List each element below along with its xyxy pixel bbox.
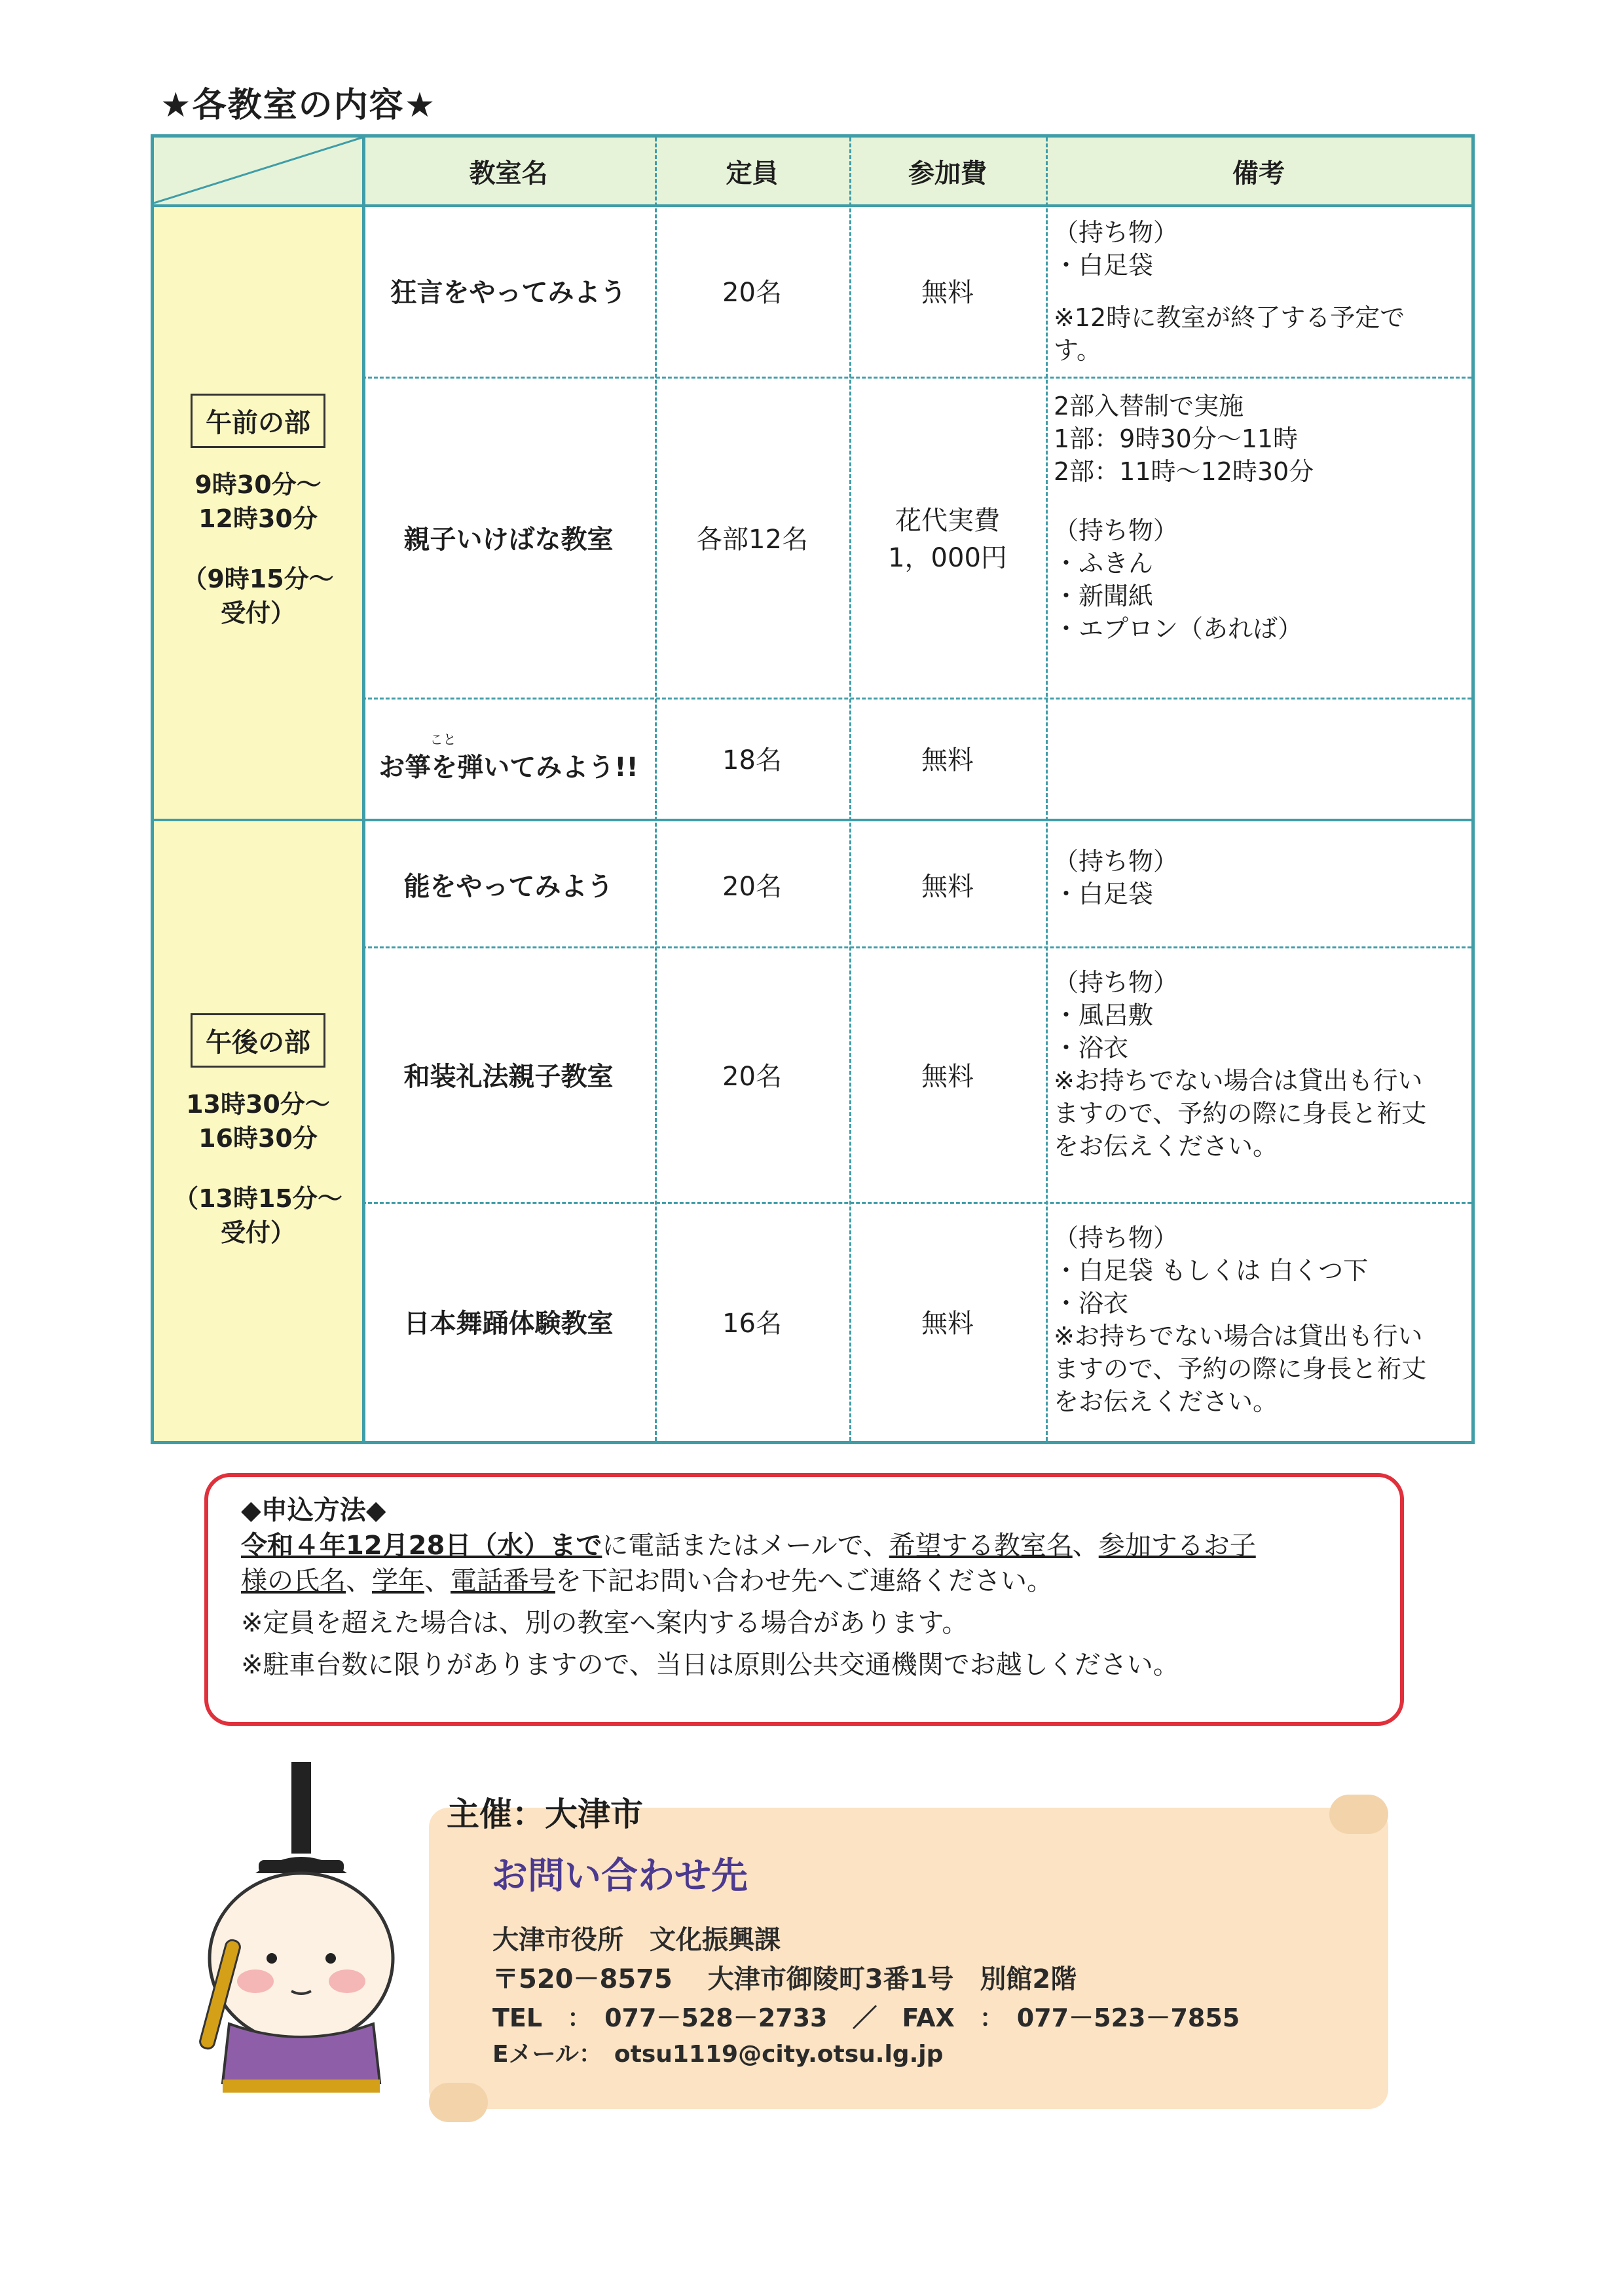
session-time: 13時30分～ xyxy=(186,1090,330,1119)
session-afternoon xyxy=(154,822,362,1441)
header-capacity: 定員 xyxy=(726,158,779,189)
table-row-name: 日本舞踊体験教室 xyxy=(403,1309,614,1339)
table-row-notes: 2部入替制で実施 1部：9時30分～11時 2部：11時～12時30分 （持ち物） ・ふきん ・新聞紙 ・エプロン（あれば） xyxy=(1054,392,1314,643)
scroll-curl xyxy=(1329,1795,1388,1834)
table-row-name: 狂言をやってみよう xyxy=(390,278,627,308)
header-notes: 備考 xyxy=(1232,158,1285,189)
application-box xyxy=(204,1473,1404,1726)
contact-email: Eメール： otsu1119@city.otsu.lg.jp xyxy=(492,2041,944,2068)
session-time: 16時30分 xyxy=(198,1124,318,1153)
session-label: 午前の部 xyxy=(191,394,325,448)
session-morning xyxy=(154,204,362,819)
diagonal-corner xyxy=(154,138,362,204)
section-title: ★各教室の内容★ xyxy=(160,86,437,125)
table-row-name: 和装礼法親子教室 xyxy=(403,1061,614,1092)
classes-table xyxy=(151,134,1475,1444)
table-row-notes: （持ち物） ・白足袋 ※12時に教室が終了する予定で す。 xyxy=(1054,218,1405,365)
contact-tel-fax: TEL ： 077－528－2733 ／ FAX ： 077－523－7855 xyxy=(492,2004,1240,2032)
table-row-notes: （持ち物） ・白足袋 もしくは 白くつ下 ・浴衣 ※お持ちでない場合は貸出も行い ますので、予約の際に身長と裄丈 をお伝えください。 xyxy=(1054,1223,1427,1416)
contact-dept: 大津市役所 文化振興課 xyxy=(492,1925,781,1955)
scroll-curl xyxy=(429,2083,488,2122)
table-row-name: 親子いけばな教室 xyxy=(403,524,614,555)
table-row-notes: （持ち物） ・風呂敷 ・浴衣 ※お持ちでない場合は貸出も行い ますので、予約の際に身長と裄丈 をお伝えください。 xyxy=(1054,968,1427,1161)
contact-address: 〒520－8575 大津市御陵町3番1号 別館2階 xyxy=(492,1964,1077,1994)
table-row-name: 能をやってみよう xyxy=(403,871,614,902)
application-title: ◆申込方法◆ xyxy=(241,1495,386,1525)
table-row-fee: 無料 xyxy=(921,871,974,902)
header-name: 教室名 xyxy=(469,158,548,189)
header-fee: 参加費 xyxy=(908,158,987,189)
session-time: 9時30分～ xyxy=(194,470,322,499)
organizer: 主催：大津市 xyxy=(447,1795,643,1833)
session-reception: （13時15分～ xyxy=(174,1184,342,1213)
ruby-text: こと xyxy=(430,732,456,747)
session-label: 午後の部 xyxy=(191,1013,325,1068)
table-row-capacity: 20名 xyxy=(722,871,782,902)
table-row-capacity: 20名 xyxy=(722,1061,782,1092)
session-reception: 受付） xyxy=(220,1218,295,1247)
table-row-capacity: 各部12名 xyxy=(696,524,808,555)
table-row-name: こと お箏を弾いてみよう!! xyxy=(378,732,638,783)
application-instructions: 令和４年12月28日（水）までに電話またはメールで、希望する教室名、参加するお子 様の氏名、学年、電話番号を下記お問い合わせ先へご連絡ください。 xyxy=(241,1531,1256,1596)
session-time: 12時30分 xyxy=(198,504,318,533)
table-row-notes: （持ち物） ・白足袋 xyxy=(1054,847,1179,908)
table-row-fee: 無料 xyxy=(921,278,974,308)
table-row-capacity: 18名 xyxy=(722,745,782,775)
note-parking: ※駐車台数に限りがありますので、当日は原則公共交通機関でお越しください。 xyxy=(241,1650,1179,1680)
table-row-fee: 花代実費 1，000円 xyxy=(888,506,1007,573)
note-capacity: ※定員を超えた場合は、別の教室へ案内する場合があります。 xyxy=(241,1608,969,1638)
table-row-fee: 無料 xyxy=(921,1061,974,1092)
table-row-fee: 無料 xyxy=(921,1309,974,1339)
table-row-capacity: 20名 xyxy=(722,278,782,308)
mascot-illustration xyxy=(196,1762,406,2109)
table-row-fee: 無料 xyxy=(921,745,974,775)
session-reception: 受付） xyxy=(220,598,295,627)
session-reception: （9時15分～ xyxy=(182,564,334,593)
contact-title: お問い合わせ先 xyxy=(491,1855,748,1897)
table-row-capacity: 16名 xyxy=(722,1309,782,1339)
deadline: 令和４年12月28日（水）まで xyxy=(241,1531,602,1561)
